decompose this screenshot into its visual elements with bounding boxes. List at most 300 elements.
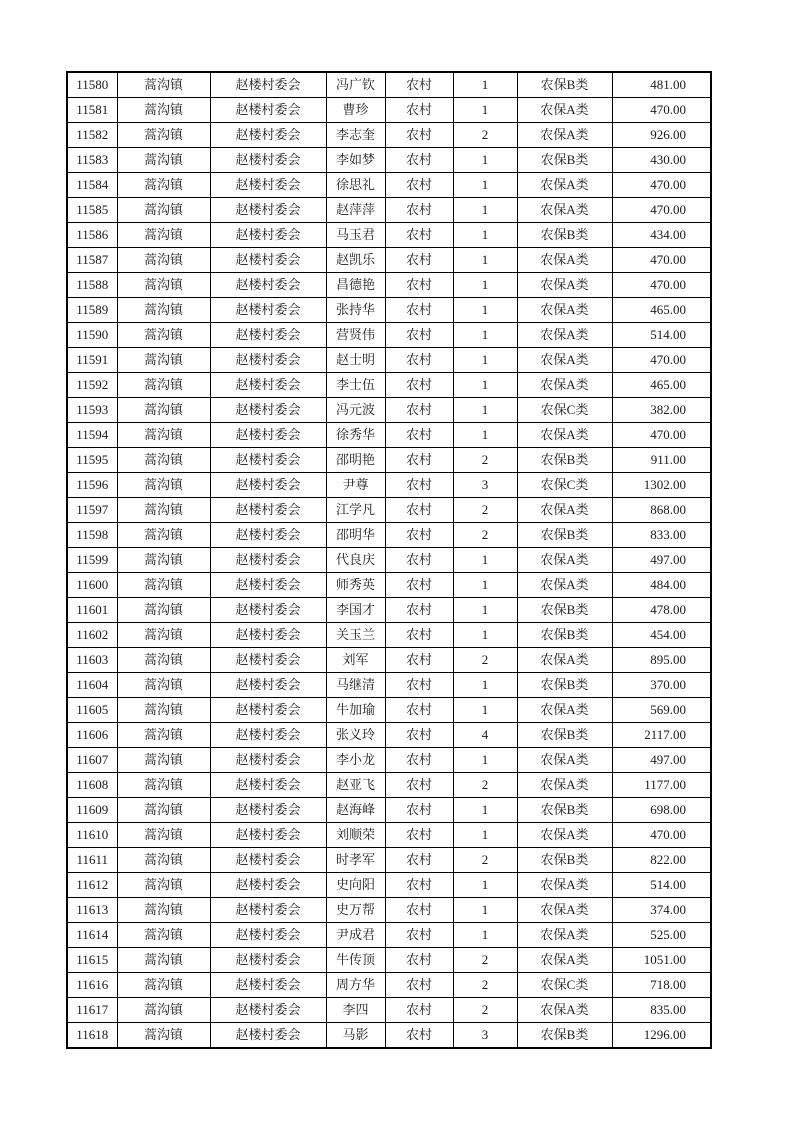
cell-village: 赵楼村委会 [210,423,326,448]
cell-count: 2 [453,523,517,548]
cell-count: 2 [453,773,517,798]
cell-id: 11605 [67,698,117,723]
cell-village: 赵楼村委会 [210,673,326,698]
cell-town: 蒿沟镇 [117,348,210,373]
cell-amount: 382.00 [612,398,711,423]
cell-id: 11585 [67,198,117,223]
cell-village: 赵楼村委会 [210,998,326,1023]
cell-name: 李士伍 [326,373,385,398]
cell-village: 赵楼村委会 [210,1023,326,1049]
cell-residence: 农村 [385,72,453,98]
cell-id: 11604 [67,673,117,698]
cell-count: 1 [453,348,517,373]
cell-village: 赵楼村委会 [210,823,326,848]
cell-residence: 农村 [385,223,453,248]
cell-village: 赵楼村委会 [210,773,326,798]
cell-name: 代良庆 [326,548,385,573]
cell-count: 1 [453,623,517,648]
cell-town: 蒿沟镇 [117,423,210,448]
cell-amount: 569.00 [612,698,711,723]
cell-amount: 2117.00 [612,723,711,748]
cell-name: 刘军 [326,648,385,673]
cell-category: 农保C类 [517,973,612,998]
table-row [67,698,711,723]
cell-village: 赵楼村委会 [210,148,326,173]
cell-residence: 农村 [385,273,453,298]
cell-count: 1 [453,398,517,423]
cell-village: 赵楼村委会 [210,123,326,148]
cell-amount: 835.00 [612,998,711,1023]
table-row [67,823,711,848]
cell-count: 2 [453,448,517,473]
cell-amount: 822.00 [612,848,711,873]
cell-amount: 718.00 [612,973,711,998]
cell-count: 1 [453,548,517,573]
cell-id: 11580 [67,72,117,98]
cell-town: 蒿沟镇 [117,623,210,648]
cell-town: 蒿沟镇 [117,698,210,723]
cell-id: 11596 [67,473,117,498]
cell-residence: 农村 [385,823,453,848]
cell-count: 1 [453,823,517,848]
cell-amount: 470.00 [612,248,711,273]
table-row [67,398,711,423]
cell-town: 蒿沟镇 [117,173,210,198]
cell-town: 蒿沟镇 [117,748,210,773]
cell-name: 邵明艳 [326,448,385,473]
cell-village: 赵楼村委会 [210,623,326,648]
cell-id: 11616 [67,973,117,998]
cell-town: 蒿沟镇 [117,798,210,823]
cell-id: 11611 [67,848,117,873]
cell-id: 11614 [67,923,117,948]
cell-town: 蒿沟镇 [117,448,210,473]
cell-category: 农保A类 [517,898,612,923]
cell-residence: 农村 [385,798,453,823]
cell-residence: 农村 [385,123,453,148]
cell-village: 赵楼村委会 [210,248,326,273]
cell-count: 2 [453,123,517,148]
cell-name: 师秀英 [326,573,385,598]
cell-residence: 农村 [385,1023,453,1049]
cell-name: 徐思礼 [326,173,385,198]
cell-category: 农保B类 [517,72,612,98]
cell-category: 农保A类 [517,323,612,348]
cell-amount: 911.00 [612,448,711,473]
table-row [67,723,711,748]
cell-residence: 农村 [385,398,453,423]
cell-name: 马影 [326,1023,385,1049]
cell-name: 李小龙 [326,748,385,773]
table-row [67,673,711,698]
cell-category: 农保A类 [517,423,612,448]
cell-id: 11584 [67,173,117,198]
cell-town: 蒿沟镇 [117,523,210,548]
cell-residence: 农村 [385,898,453,923]
cell-town: 蒿沟镇 [117,898,210,923]
cell-id: 11601 [67,598,117,623]
cell-amount: 833.00 [612,523,711,548]
cell-amount: 470.00 [612,173,711,198]
cell-amount: 470.00 [612,273,711,298]
cell-town: 蒿沟镇 [117,548,210,573]
cell-amount: 895.00 [612,648,711,673]
cell-village: 赵楼村委会 [210,923,326,948]
cell-count: 1 [453,173,517,198]
cell-village: 赵楼村委会 [210,498,326,523]
table-row [67,423,711,448]
cell-village: 赵楼村委会 [210,298,326,323]
cell-town: 蒿沟镇 [117,823,210,848]
cell-town: 蒿沟镇 [117,923,210,948]
cell-name: 邵明华 [326,523,385,548]
cell-id: 11610 [67,823,117,848]
cell-category: 农保A类 [517,648,612,673]
cell-amount: 470.00 [612,348,711,373]
cell-category: 农保A类 [517,548,612,573]
cell-town: 蒿沟镇 [117,123,210,148]
cell-village: 赵楼村委会 [210,98,326,123]
cell-village: 赵楼村委会 [210,398,326,423]
cell-town: 蒿沟镇 [117,373,210,398]
cell-village: 赵楼村委会 [210,698,326,723]
table-row [67,98,711,123]
cell-town: 蒿沟镇 [117,973,210,998]
cell-count: 3 [453,473,517,498]
cell-town: 蒿沟镇 [117,298,210,323]
cell-name: 昌德艳 [326,273,385,298]
cell-town: 蒿沟镇 [117,473,210,498]
cell-id: 11587 [67,248,117,273]
cell-id: 11590 [67,323,117,348]
cell-count: 1 [453,698,517,723]
cell-category: 农保B类 [517,448,612,473]
cell-residence: 农村 [385,773,453,798]
cell-category: 农保A类 [517,198,612,223]
cell-count: 1 [453,673,517,698]
cell-village: 赵楼村委会 [210,598,326,623]
cell-name: 冯广钦 [326,72,385,98]
cell-town: 蒿沟镇 [117,573,210,598]
cell-name: 张义玲 [326,723,385,748]
cell-category: 农保B类 [517,798,612,823]
cell-amount: 430.00 [612,148,711,173]
cell-residence: 农村 [385,548,453,573]
cell-amount: 1051.00 [612,948,711,973]
cell-count: 1 [453,748,517,773]
cell-count: 1 [453,798,517,823]
cell-name: 李志奎 [326,123,385,148]
cell-name: 李如梦 [326,148,385,173]
cell-id: 11606 [67,723,117,748]
cell-amount: 514.00 [612,873,711,898]
table-row [67,323,711,348]
cell-residence: 农村 [385,598,453,623]
table-row [67,173,711,198]
cell-amount: 454.00 [612,623,711,648]
cell-category: 农保C类 [517,398,612,423]
cell-count: 2 [453,648,517,673]
cell-name: 史向阳 [326,873,385,898]
cell-id: 11612 [67,873,117,898]
cell-village: 赵楼村委会 [210,548,326,573]
cell-category: 农保A类 [517,748,612,773]
cell-name: 张持华 [326,298,385,323]
table-row [67,598,711,623]
cell-amount: 484.00 [612,573,711,598]
cell-town: 蒿沟镇 [117,873,210,898]
cell-town: 蒿沟镇 [117,673,210,698]
cell-amount: 525.00 [612,923,711,948]
cell-amount: 470.00 [612,423,711,448]
cell-id: 11615 [67,948,117,973]
cell-residence: 农村 [385,723,453,748]
cell-residence: 农村 [385,673,453,698]
cell-town: 蒿沟镇 [117,998,210,1023]
cell-count: 2 [453,498,517,523]
cell-category: 农保B类 [517,223,612,248]
cell-amount: 470.00 [612,98,711,123]
table-row [67,72,711,98]
cell-id: 11607 [67,748,117,773]
cell-count: 1 [453,923,517,948]
cell-village: 赵楼村委会 [210,648,326,673]
cell-name: 赵士明 [326,348,385,373]
cell-category: 农保A类 [517,123,612,148]
cell-count: 1 [453,373,517,398]
cell-residence: 农村 [385,973,453,998]
cell-name: 赵凯乐 [326,248,385,273]
cell-village: 赵楼村委会 [210,523,326,548]
table-row [67,248,711,273]
cell-town: 蒿沟镇 [117,498,210,523]
cell-amount: 1177.00 [612,773,711,798]
cell-id: 11618 [67,1023,117,1049]
cell-amount: 698.00 [612,798,711,823]
cell-residence: 农村 [385,498,453,523]
cell-amount: 374.00 [612,898,711,923]
cell-id: 11593 [67,398,117,423]
cell-amount: 514.00 [612,323,711,348]
cell-id: 11591 [67,348,117,373]
table-row [67,448,711,473]
cell-town: 蒿沟镇 [117,248,210,273]
cell-id: 11597 [67,498,117,523]
cell-id: 11582 [67,123,117,148]
cell-name: 马继清 [326,673,385,698]
table-row [67,523,711,548]
cell-village: 赵楼村委会 [210,573,326,598]
table-row [67,273,711,298]
cell-name: 牛传顶 [326,948,385,973]
cell-count: 1 [453,323,517,348]
cell-name: 赵亚飞 [326,773,385,798]
cell-town: 蒿沟镇 [117,273,210,298]
cell-category: 农保A类 [517,873,612,898]
cell-count: 1 [453,223,517,248]
cell-category: 农保B类 [517,723,612,748]
cell-count: 3 [453,1023,517,1049]
cell-residence: 农村 [385,698,453,723]
table-row [67,223,711,248]
cell-residence: 农村 [385,148,453,173]
cell-id: 11602 [67,623,117,648]
cell-amount: 497.00 [612,748,711,773]
cell-town: 蒿沟镇 [117,98,210,123]
cell-name: 尹尊 [326,473,385,498]
cell-amount: 478.00 [612,598,711,623]
cell-count: 4 [453,723,517,748]
cell-residence: 农村 [385,423,453,448]
table-row [67,298,711,323]
table-row [67,348,711,373]
table-row [67,773,711,798]
cell-village: 赵楼村委会 [210,198,326,223]
cell-town: 蒿沟镇 [117,198,210,223]
cell-village: 赵楼村委会 [210,223,326,248]
cell-amount: 926.00 [612,123,711,148]
cell-category: 农保B类 [517,623,612,648]
cell-amount: 465.00 [612,373,711,398]
cell-count: 1 [453,573,517,598]
cell-residence: 农村 [385,573,453,598]
cell-amount: 465.00 [612,298,711,323]
cell-village: 赵楼村委会 [210,898,326,923]
cell-village: 赵楼村委会 [210,323,326,348]
cell-town: 蒿沟镇 [117,948,210,973]
cell-name: 关玉兰 [326,623,385,648]
cell-id: 11589 [67,298,117,323]
cell-category: 农保B类 [517,1023,612,1049]
cell-category: 农保B类 [517,523,612,548]
cell-residence: 农村 [385,248,453,273]
cell-name: 李国才 [326,598,385,623]
cell-id: 11609 [67,798,117,823]
cell-town: 蒿沟镇 [117,223,210,248]
cell-amount: 497.00 [612,548,711,573]
cell-village: 赵楼村委会 [210,448,326,473]
table-row [67,1023,711,1049]
table-body [67,72,711,1048]
cell-count: 2 [453,998,517,1023]
cell-residence: 农村 [385,623,453,648]
cell-name: 尹成君 [326,923,385,948]
table-row [67,748,711,773]
cell-id: 11613 [67,898,117,923]
cell-village: 赵楼村委会 [210,273,326,298]
cell-id: 11581 [67,98,117,123]
cell-count: 1 [453,423,517,448]
cell-category: 农保A类 [517,773,612,798]
cell-residence: 农村 [385,373,453,398]
table-row [67,848,711,873]
cell-category: 农保A类 [517,823,612,848]
cell-village: 赵楼村委会 [210,173,326,198]
cell-id: 11583 [67,148,117,173]
cell-town: 蒿沟镇 [117,148,210,173]
cell-residence: 农村 [385,473,453,498]
cell-name: 江学凡 [326,498,385,523]
cell-id: 11588 [67,273,117,298]
cell-residence: 农村 [385,348,453,373]
cell-village: 赵楼村委会 [210,948,326,973]
cell-amount: 1302.00 [612,473,711,498]
cell-category: 农保A类 [517,373,612,398]
cell-category: 农保B类 [517,148,612,173]
cell-name: 牛加瑜 [326,698,385,723]
cell-category: 农保A类 [517,273,612,298]
cell-category: 农保A类 [517,698,612,723]
cell-residence: 农村 [385,873,453,898]
cell-category: 农保A类 [517,573,612,598]
cell-category: 农保A类 [517,498,612,523]
table-row [67,923,711,948]
cell-village: 赵楼村委会 [210,798,326,823]
table-row [67,498,711,523]
cell-id: 11617 [67,998,117,1023]
cell-count: 1 [453,898,517,923]
cell-amount: 434.00 [612,223,711,248]
cell-category: 农保C类 [517,473,612,498]
cell-amount: 1296.00 [612,1023,711,1049]
cell-amount: 470.00 [612,823,711,848]
cell-residence: 农村 [385,748,453,773]
cell-town: 蒿沟镇 [117,323,210,348]
cell-id: 11599 [67,548,117,573]
table-row [67,623,711,648]
cell-residence: 农村 [385,648,453,673]
cell-id: 11600 [67,573,117,598]
cell-name: 曹珍 [326,98,385,123]
cell-town: 蒿沟镇 [117,723,210,748]
cell-village: 赵楼村委会 [210,473,326,498]
cell-residence: 农村 [385,323,453,348]
cell-count: 1 [453,98,517,123]
cell-town: 蒿沟镇 [117,72,210,98]
cell-town: 蒿沟镇 [117,648,210,673]
benefit-roster-table [66,71,712,1049]
cell-category: 农保A类 [517,298,612,323]
cell-id: 11608 [67,773,117,798]
cell-count: 2 [453,973,517,998]
cell-residence: 农村 [385,998,453,1023]
cell-village: 赵楼村委会 [210,348,326,373]
table-row [67,898,711,923]
cell-village: 赵楼村委会 [210,748,326,773]
cell-category: 农保A类 [517,998,612,1023]
table-row [67,373,711,398]
cell-category: 农保A类 [517,348,612,373]
cell-residence: 农村 [385,298,453,323]
cell-residence: 农村 [385,523,453,548]
cell-name: 赵海峰 [326,798,385,823]
cell-count: 1 [453,298,517,323]
cell-name: 冯元波 [326,398,385,423]
cell-amount: 370.00 [612,673,711,698]
cell-town: 蒿沟镇 [117,773,210,798]
table-row [67,198,711,223]
cell-count: 1 [453,72,517,98]
cell-count: 2 [453,848,517,873]
cell-name: 徐秀华 [326,423,385,448]
cell-village: 赵楼村委会 [210,72,326,98]
cell-category: 农保A类 [517,173,612,198]
cell-count: 1 [453,248,517,273]
cell-name: 时孝军 [326,848,385,873]
cell-name: 刘顺荣 [326,823,385,848]
cell-category: 农保B类 [517,598,612,623]
cell-count: 1 [453,273,517,298]
